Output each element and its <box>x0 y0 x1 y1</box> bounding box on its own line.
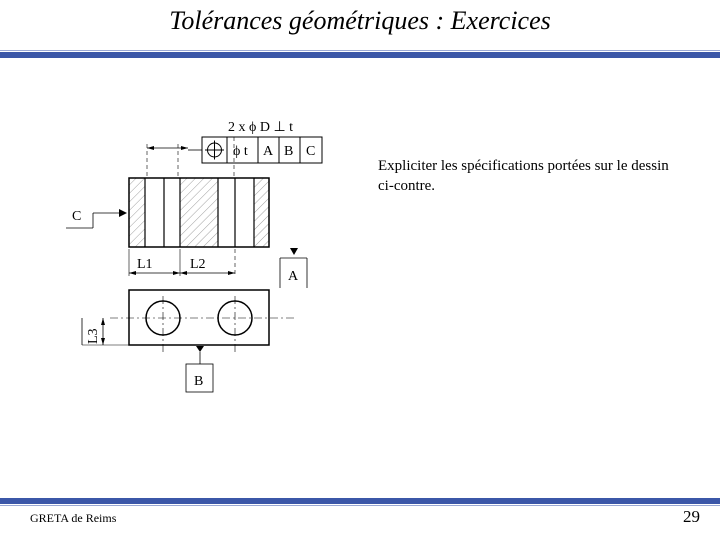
dimension-l2 <box>180 249 235 276</box>
footer-rule-thin <box>0 505 720 506</box>
datum-c <box>66 209 127 228</box>
datum-a-label: A <box>288 269 299 284</box>
dimension-l2-label: L2 <box>190 257 206 272</box>
frame-datum-2: B <box>284 144 294 159</box>
page-number: 29 <box>683 507 700 526</box>
dimension-l3-label: L3 <box>86 328 101 344</box>
datum-c-label: C <box>72 209 82 224</box>
exercise-instruction: Expliciter les spécifications portées sur le dessin ci-contre. <box>378 158 669 194</box>
footer-organization: GRETA de Reims <box>30 511 117 525</box>
dimension-l3 <box>82 318 129 345</box>
frame-datum-1: A <box>263 144 274 159</box>
feature-control-frame <box>202 137 322 163</box>
footer-rule <box>0 498 720 504</box>
dimension-l1 <box>129 249 180 276</box>
frame-datum-3: C <box>306 144 316 159</box>
callout-text: 2 x ϕ D ⊥ t <box>228 120 294 135</box>
frame-tolerance: ϕ t <box>233 144 248 159</box>
slide-title: Tolérances géométriques : Exercices <box>169 6 551 35</box>
datum-b <box>186 346 213 392</box>
position-icon <box>205 141 224 160</box>
top-view <box>110 290 296 352</box>
datum-a <box>280 248 307 288</box>
datum-b-label: B <box>194 374 204 389</box>
front-view <box>129 178 269 247</box>
dimension-l1-label: L1 <box>137 257 153 272</box>
